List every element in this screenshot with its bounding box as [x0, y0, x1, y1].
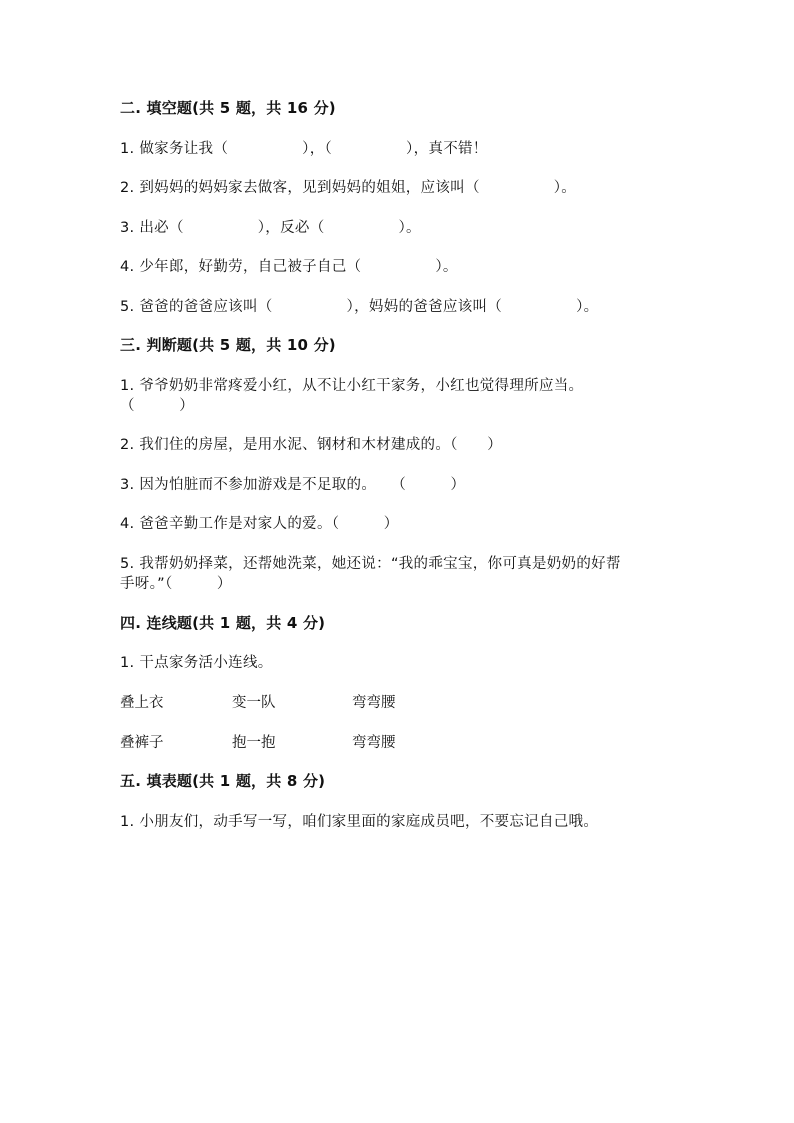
section-heading-judge: 三. 判断题(共 5 题，共 10 分) [120, 336, 336, 354]
question-judge-1-line2: （ ） [120, 398, 194, 414]
matching-item-left-1: 叠上衣 [120, 695, 164, 711]
question-fill-1: 1. 做家务让我（ ），（ ），真不错！ [120, 141, 488, 157]
question-judge-3: 3. 因为怕脏而不参加游戏是不足取的。 （ ） [120, 477, 466, 493]
question-table-1: 1. 小朋友们，动手写一写，咱们家里面的家庭成员吧，不要忘记自己哦。 [120, 814, 599, 830]
section-heading-table: 五. 填表题(共 1 题，共 8 分) [120, 772, 326, 790]
question-fill-4: 4. 少年郎，好勤劳，自己被子自己（ ）。 [120, 259, 458, 275]
question-judge-1-line1: 1. 爷爷奶奶非常疼爱小红，从不让小红干家务，小红也觉得理所应当。 [120, 378, 584, 394]
question-fill-5: 5. 爸爸的爸爸应该叫（ ），妈妈的爸爸应该叫（ ）。 [120, 299, 599, 315]
matching-item-middle-2: 抱一抱 [232, 735, 276, 751]
question-judge-5-line1: 5. 我帮奶奶择菜，还帮她洗菜，她还说：“我的乖宝宝，你可真是奶奶的好帮 [120, 556, 621, 572]
question-judge-5-line2: 手呀。”（ ） [120, 576, 232, 592]
matching-item-right-1: 弯弯腰 [352, 695, 396, 711]
matching-item-middle-1: 变一队 [232, 695, 276, 711]
matching-item-left-2: 叠裤子 [120, 735, 164, 751]
section-heading-fill-in: 二. 填空题(共 5 题，共 16 分) [120, 99, 336, 117]
question-judge-2: 2. 我们住的房屋，是用水泥、钢材和木材建成的。（ ） [120, 437, 503, 453]
matching-item-right-2: 弯弯腰 [352, 735, 396, 751]
section-heading-matching: 四. 连线题(共 1 题，共 4 分) [120, 614, 326, 632]
question-judge-4: 4. 爸爸辛勤工作是对家人的爱。（ ） [120, 516, 399, 532]
question-fill-3: 3. 出必（ ），反必（ ）。 [120, 220, 421, 236]
question-fill-2: 2. 到妈妈的妈妈家去做客，见到妈妈的姐姐，应该叫（ ）。 [120, 180, 577, 196]
question-matching-1: 1. 干点家务活小连线。 [120, 655, 273, 671]
